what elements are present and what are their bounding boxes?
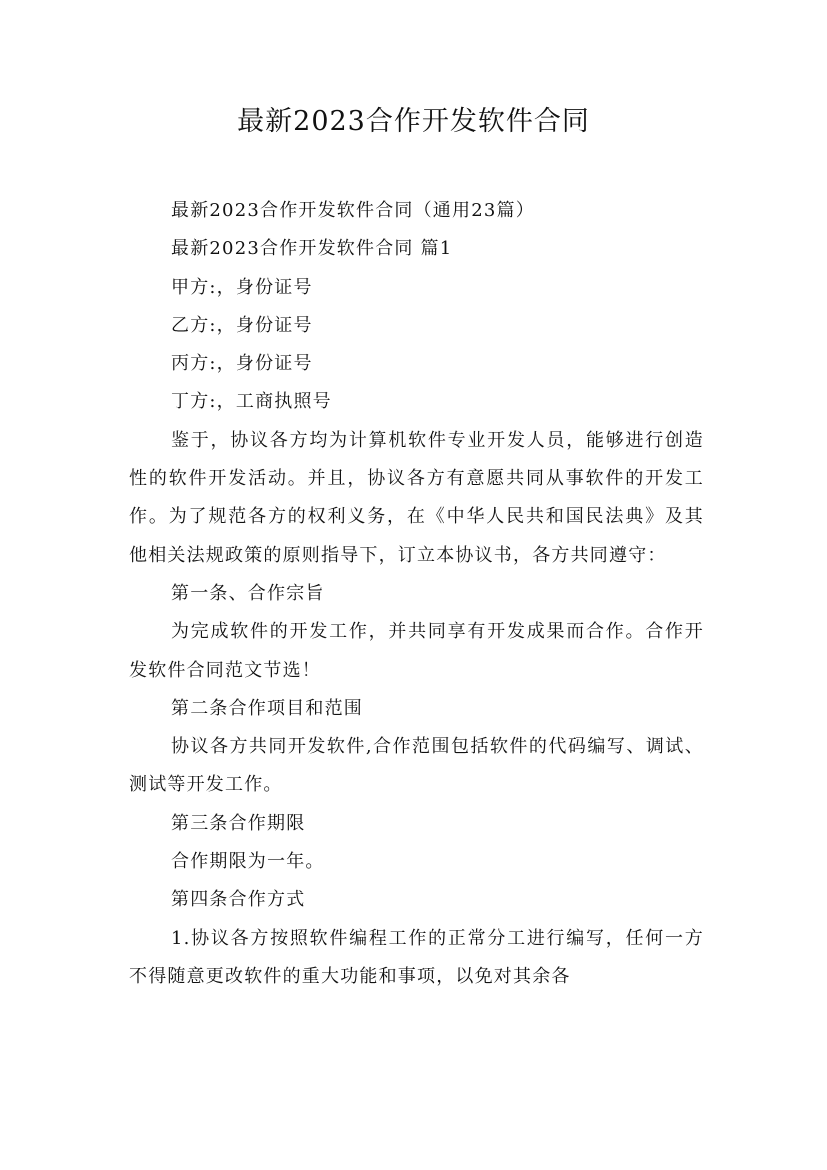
paragraph-party-d: 丁方:，工商执照号	[171, 391, 332, 413]
paragraph-article-1-text: 为完成软件的开发工作，并共同享有开发成果而合作。合作开发软件合同范文节选！	[129, 621, 704, 681]
paragraph-article-4-item-1: 1.协议各方按照软件编程工作的正常分工进行编写，任何一方不得随意更改软件的重大功能和事项，以免对其余各	[129, 927, 704, 987]
document-title: 最新2023合作开发软件合同	[237, 106, 590, 137]
paragraph-article-3-text: 合作期限为一年。	[171, 851, 325, 873]
paragraph-article-4-heading: 第四条合作方式	[171, 889, 306, 911]
paragraph-subtitle: 最新2023合作开发软件合同（通用23篇）	[171, 200, 535, 221]
paragraph-article-2-heading: 第二条合作项目和范围	[171, 697, 363, 719]
paragraph-party-a: 甲方:，身份证号	[171, 276, 313, 298]
paragraph-party-b: 乙方:，身份证号	[171, 314, 313, 336]
paragraph-party-c: 丙方:，身份证号	[171, 353, 313, 375]
paragraph-preamble: 鉴于，协议各方均为计算机软件专业开发人员，能够进行创造性的软件开发活动。并且，协议各方有意愿共同从事软件的开发工作。为了规范各方的权利义务，在《中华人民共和国民法典》及其他相关法规政策的原则指导下，订立本协议书，各方共同遵守：	[129, 429, 704, 566]
document-body	[129, 192, 704, 996]
paragraph-section-heading: 最新2023合作开发软件合同 篇1	[171, 238, 453, 260]
paragraph-article-2-text: 协议各方共同开发软件,合作范围包括软件的代码编写、调试、测试等开发工作。	[129, 736, 704, 796]
paragraph-article-3-heading: 第三条合作期限	[171, 812, 306, 834]
paragraph-article-1-heading: 第一条、合作宗旨	[171, 582, 325, 604]
